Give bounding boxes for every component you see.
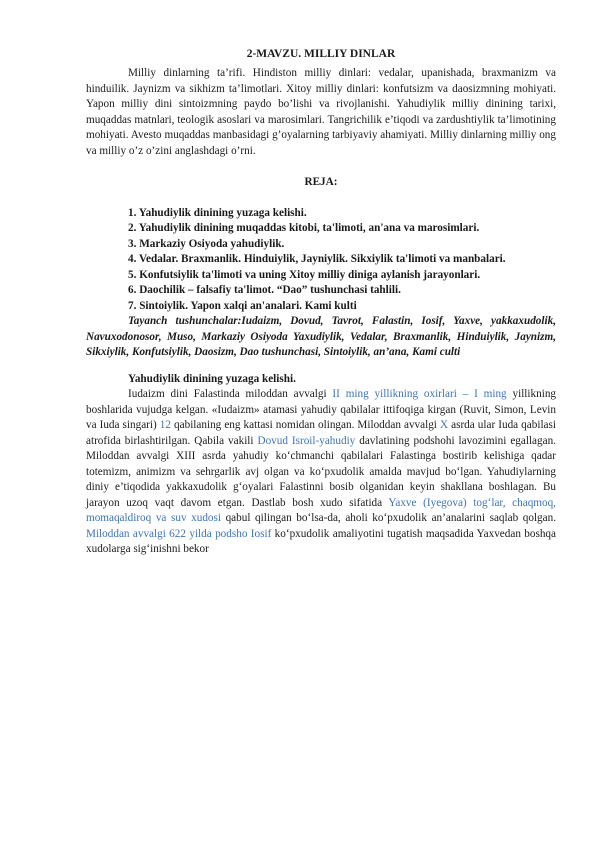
section-heading: Yahudiylik dinining yuzaga kelishi.: [128, 372, 296, 385]
plan-item: 1. Yahudiylik dinining yuzaga kelishi.: [128, 206, 307, 219]
plan-heading: REJA:: [304, 175, 338, 188]
highlighted-text: X: [439, 419, 449, 431]
plan-item: 2. Yahudiylik dinining muqaddas kitobi, ta'limoti, an'ana va marosimlari.: [128, 222, 480, 234]
plan-item: 7. Sintoiylik. Yapon xalqi an'analari. Kami kulti: [128, 299, 357, 312]
highlighted-text: Miloddan avvalgi 622 yilda podsho Iosif: [86, 527, 272, 540]
body-paragraph: Iudaizm dini Falastinda miloddan avvalgi II ming yillikning oxirlari – I ming yillikning boshlarida vujudga kelgan. «Iudaizm» atamasi yahudiy qabilalar ittifoqiga kirgan (Ruvit, Simon, Levin va Iuda singari) 12 qabilaning eng kattasi nomidan olingan. Miloddan avvalgi X asrda ular Iuda qabilasi atrofida birlashtirilgan. Qabila vakili Dovud Isroil-yahudiy davlatining podshohi lavozimini egallagan. Miloddan avvalgi XIII asrda yahudiy ko‘chmanchi qabilalari Falastinga bostirib kelishiga qadar totemizm, animizm va sehrgarlik avj olgan va ko‘pxudolik amalda mavjud bo‘lgan. Yahudiylarning diniy e’tiqodida yakkaxudolik g‘oyalari Falastinni bosib olganidan keyin shakllana boshlagan. Bu jarayon uzoq vaqt davom etgan. Dastlab bosh xudo sifatida Yaxve (Iyegova) tog‘lar, chaqmoq, momaqaldiroq va suv xudosi qabul qilingan bo‘lsa-da, aholi ko‘pxudolik an’analarini saqlab qolgan. Miloddan avvalgi 622 yilda podsho Iosif ko‘pxudolik amaliyotini tugatish maqsadida Yaxvedan boshqa xudolarga sig‘inishni bekor: [86, 388, 557, 555]
page-title: 2-MAVZU. MILLIY DINLAR: [246, 48, 396, 60]
highlighted-text: Dovud Isroil-yahudiy: [257, 434, 356, 447]
plan-item: 4. Vedalar. Braxmanlik. Hinduiylik, Jayniylik. Sikxiylik ta'limoti va manbalari.: [128, 253, 506, 265]
highlighted-text: II ming yillikning oxirlari – I ming: [332, 388, 507, 400]
plan-list: [86, 206, 556, 315]
key-concepts: Tayanch tushunchalar:Iudaizm, Dovud, Tavrot, Falastin, Iosif, Yaxve, yakkaxudolik, Navuxodonosor, Muso, Markaziy Osiyoda Yaxudiylik, Vedalar, Braxmanlik, Hinduiylik, Jaynizm, Sikxiylik, Konfutsiylik, Daosizm, Dao tushunchasi, Sintoiylik, an’ana, Kami culti: [86, 315, 556, 358]
plan-item: 5. Konfutsiylik ta'limoti va uning Xitoy milliy diniga aylanish jarayonlari.: [128, 268, 481, 281]
plan-item: 6. Daochilik – falsafiy ta'limot. “Dao” tushunchasi tahlili.: [128, 284, 401, 296]
plan-item: 3. Markaziy Osiyoda yahudiylik.: [128, 237, 285, 250]
document-body: [86, 66, 556, 558]
highlighted-text: Yaxve (Iyegova) tog‘lar, chaqmoq, momaqaldiroq va suv xudosi: [86, 496, 556, 524]
intro-paragraph: Milliy dinlarning ta’rifi. Hindiston milliy dinlari: vedalar, upanishada, braxmanizm va hinduilik. Jaynizm va sikhizm ta’limotlari. Xitoy milliy dinlari: konfutsizm va daosizmning mohiyati. Yapon milliy dini sintoizmning paydo bo’lishi va rivojlanishi. Yahudiylik milliy dinining tarixi, muqaddas matnlari, teologik asoslari va marosimlari. Tangrichilik e’tiqodi va zardushtiylik ta’limotining mohiyati. Avesto muqaddas manbasidagi g’oyalarning tarbiyaviy ahamiyati. Milliy dinlarning milliy ong va milliy o’z o’zini anglashdagi o’rni.: [86, 67, 556, 157]
highlighted-text: 12: [159, 419, 171, 431]
